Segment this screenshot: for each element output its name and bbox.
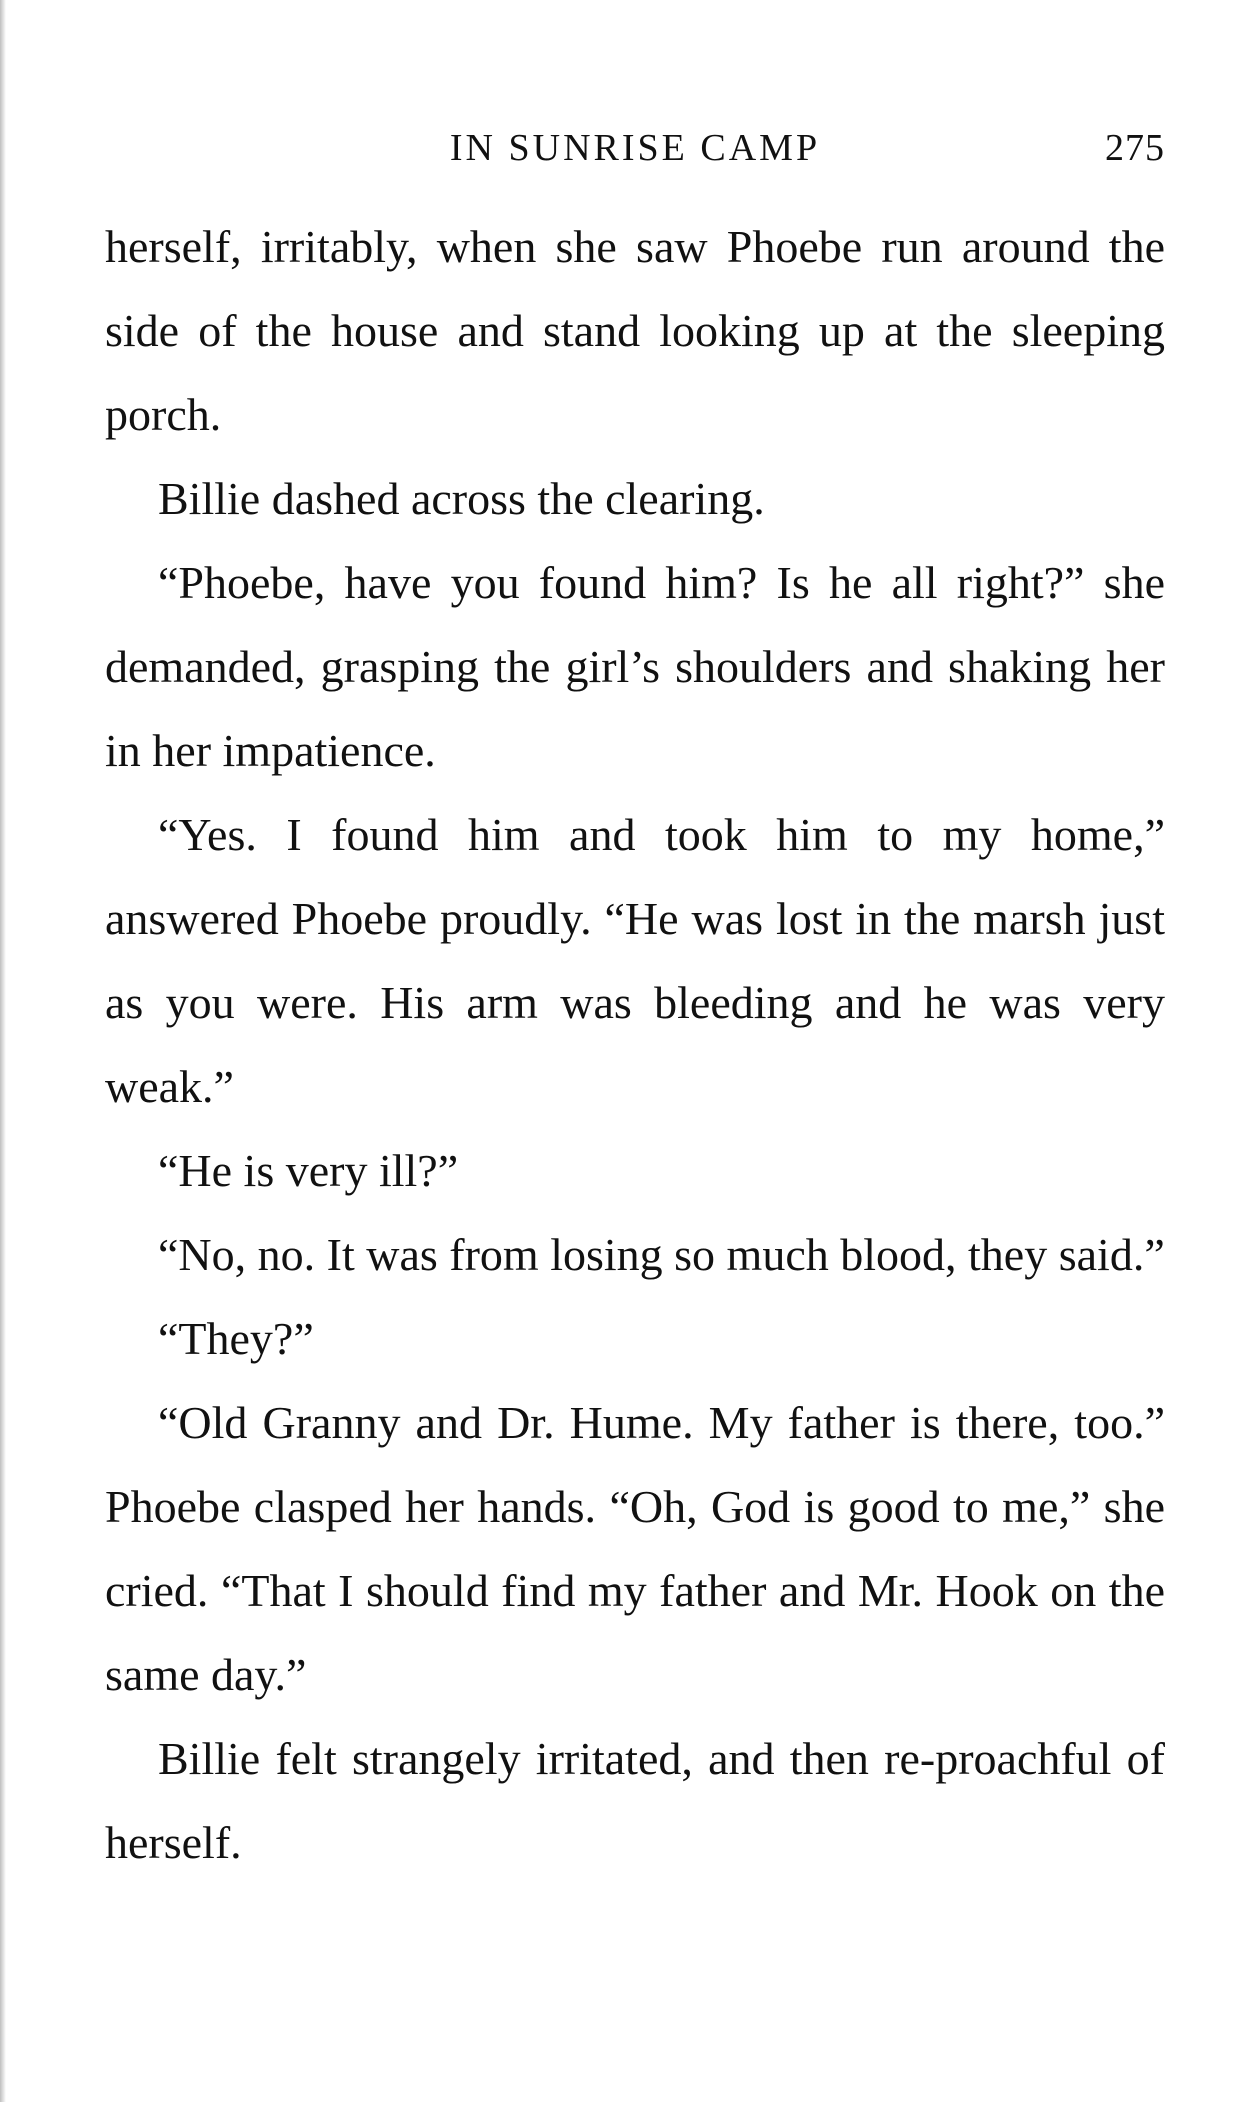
paragraph: “They?” <box>158 1313 314 1364</box>
paragraph: “Old Granny and Dr. Hume. My father is there, too.” Phoebe clasped her hands. “Oh, God is good to me,” she cried. “That I should find my father and Mr. Hook on the same day.” <box>105 1397 1165 1700</box>
paragraph-continuation: herself, irritably, when she saw Phoebe run around the side of the house and stand looking up at the sleeping porch. <box>105 221 1165 440</box>
page-number: 275 <box>1105 127 1165 169</box>
running-header <box>105 126 1165 176</box>
paragraph: “He is very ill?” <box>158 1145 459 1196</box>
paragraph: “Phoebe, have you found him? Is he all right?” she demanded, grasping the girl’s shoulders and shaking her in her impatience. <box>105 557 1165 776</box>
paragraph: Billie felt strangely irritated, and then re-proachful of herself. <box>105 1733 1165 1868</box>
paragraph: Billie dashed across the clearing. <box>158 473 765 524</box>
paragraph: “No, no. It was from losing so much blood, they said.” <box>158 1229 1165 1280</box>
page-gutter-edge <box>0 0 6 2102</box>
body-text <box>105 205 1165 1885</box>
running-title: IN SUNRISE CAMP <box>449 127 821 169</box>
paragraph: “Yes. I found him and took him to my home,” answered Phoebe proudly. “He was lost in the marsh just as you were. His arm was bleeding and he was very weak.” <box>105 809 1165 1112</box>
